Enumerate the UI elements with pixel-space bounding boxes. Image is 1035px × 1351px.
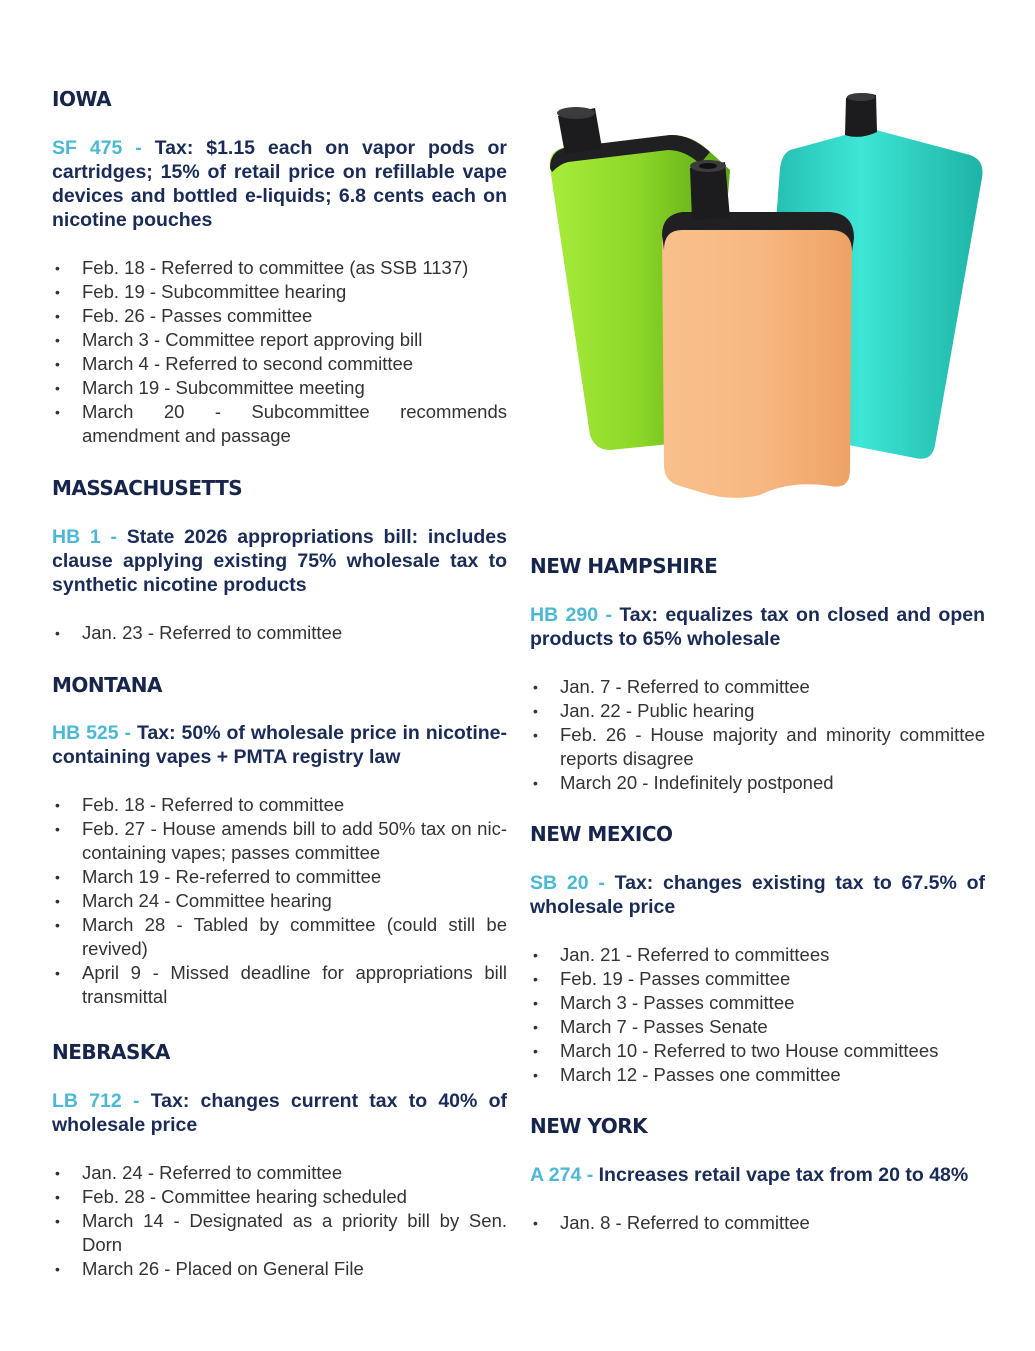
bill-title: Tax: 50% of wholesale price in nicotine-containing vapes + PMTA registry law: [52, 722, 507, 768]
list-item: • Jan. 21 - Referred to committees: [530, 943, 985, 967]
bill-code: HB 1 -: [52, 526, 127, 548]
bill-title: Tax: $1.15 each on vapor pods or cartridges; 15% of retail price on refillable vape devices and bottled e-liquids; 6.8 cents each on nicotine pouches: [52, 137, 508, 231]
state-heading-iowa: IOWA: [52, 87, 112, 111]
bill-title: Tax: equalizes tax on closed and open products to 65% wholesale: [530, 604, 985, 650]
bill-title: Tax: changes current tax to 40% of wholesale price: [52, 1090, 507, 1136]
list-item: • March 14 - Designated as a priority bill by Sen. Dorn: [52, 1209, 507, 1257]
bill-code: LB 712 -: [52, 1090, 151, 1112]
event-list-massachusetts: [52, 621, 507, 645]
list-item: • March 3 - Passes committee: [530, 991, 985, 1015]
bill-code: A 274 -: [530, 1164, 599, 1186]
list-item: • March 19 - Re-referred to committee: [52, 865, 507, 889]
state-heading-new-mexico: NEW MEXICO: [530, 822, 673, 846]
list-item: • Feb. 26 - House majority and minority committee reports disagree: [530, 723, 985, 771]
bill-summary-new-york: [530, 1163, 985, 1187]
list-item: • Jan. 24 - Referred to committee: [52, 1161, 507, 1185]
bill-code: HB 525 -: [52, 722, 137, 744]
list-item: • March 12 - Passes one committee: [530, 1063, 985, 1087]
list-item: • Feb. 18 - Referred to committee: [52, 793, 507, 817]
list-item: • March 20 - Subcommittee recommends amendment and passage: [52, 400, 507, 448]
vape-devices-illustration: [540, 90, 1010, 500]
state-heading-massachusetts: MASSACHUSETTS: [52, 476, 243, 500]
list-item: • Feb. 19 - Subcommittee hearing: [52, 280, 507, 304]
state-heading-new-york: NEW YORK: [530, 1114, 648, 1138]
bill-code: SB 20 -: [530, 872, 615, 894]
bill-code: HB 290 -: [530, 604, 620, 626]
state-heading-montana: MONTANA: [52, 673, 162, 697]
event-list-new-mexico: [530, 943, 985, 1087]
list-item: • Jan. 8 - Referred to committee: [530, 1211, 985, 1235]
bill-code: SF 475 -: [52, 137, 155, 159]
list-item: • Feb. 28 - Committee hearing scheduled: [52, 1185, 507, 1209]
bill-summary-nebraska: [52, 1089, 507, 1137]
list-item: • March 3 - Committee report approving bill: [52, 328, 507, 352]
list-item: • April 9 - Missed deadline for appropriations bill transmittal: [52, 961, 507, 1009]
list-item: • March 20 - Indefinitely postponed: [530, 771, 985, 795]
bill-title: Tax: changes existing tax to 67.5% of wholesale price: [530, 872, 985, 918]
bill-summary-massachusetts: [52, 525, 507, 597]
list-item: • March 7 - Passes Senate: [530, 1015, 985, 1039]
bill-summary-new-mexico: [530, 871, 985, 919]
event-list-iowa: [52, 256, 507, 448]
bill-summary-montana: [52, 721, 507, 769]
list-item: • March 10 - Referred to two House committees: [530, 1039, 985, 1063]
list-item: • March 19 - Subcommittee meeting: [52, 376, 507, 400]
list-item: • March 24 - Committee hearing: [52, 889, 507, 913]
list-item: • Feb. 26 - Passes committee: [52, 304, 507, 328]
bill-summary-iowa: [52, 136, 507, 232]
list-item: • Feb. 27 - House amends bill to add 50% tax on nic-containing vapes; passes committee: [52, 817, 507, 865]
list-item: • Jan. 7 - Referred to committee: [530, 675, 985, 699]
list-item: • Feb. 19 - Passes committee: [530, 967, 985, 991]
list-item: • Jan. 22 - Public hearing: [530, 699, 985, 723]
list-item: • March 28 - Tabled by committee (could still be revived): [52, 913, 507, 961]
bill-title: State 2026 appropriations bill: includes clause applying existing 75% wholesale tax to synthetic nicotine products: [52, 526, 507, 596]
event-list-new-hampshire: [530, 675, 985, 795]
state-heading-new-hampshire: NEW HAMPSHIRE: [530, 554, 718, 578]
list-item: • Jan. 23 - Referred to committee: [52, 621, 507, 645]
bill-title: Increases retail vape tax from 20 to 48%: [598, 1164, 969, 1186]
state-heading-nebraska: NEBRASKA: [52, 1040, 170, 1064]
event-list-new-york: [530, 1211, 985, 1235]
list-item: • Feb. 18 - Referred to committee (as SSB 1137): [52, 256, 507, 280]
list-item: • March 26 - Placed on General File: [52, 1257, 507, 1281]
event-list-montana: [52, 793, 507, 1009]
event-list-nebraska: [52, 1161, 507, 1281]
list-item: • March 4 - Referred to second committee: [52, 352, 507, 376]
bill-summary-new-hampshire: [530, 603, 985, 651]
